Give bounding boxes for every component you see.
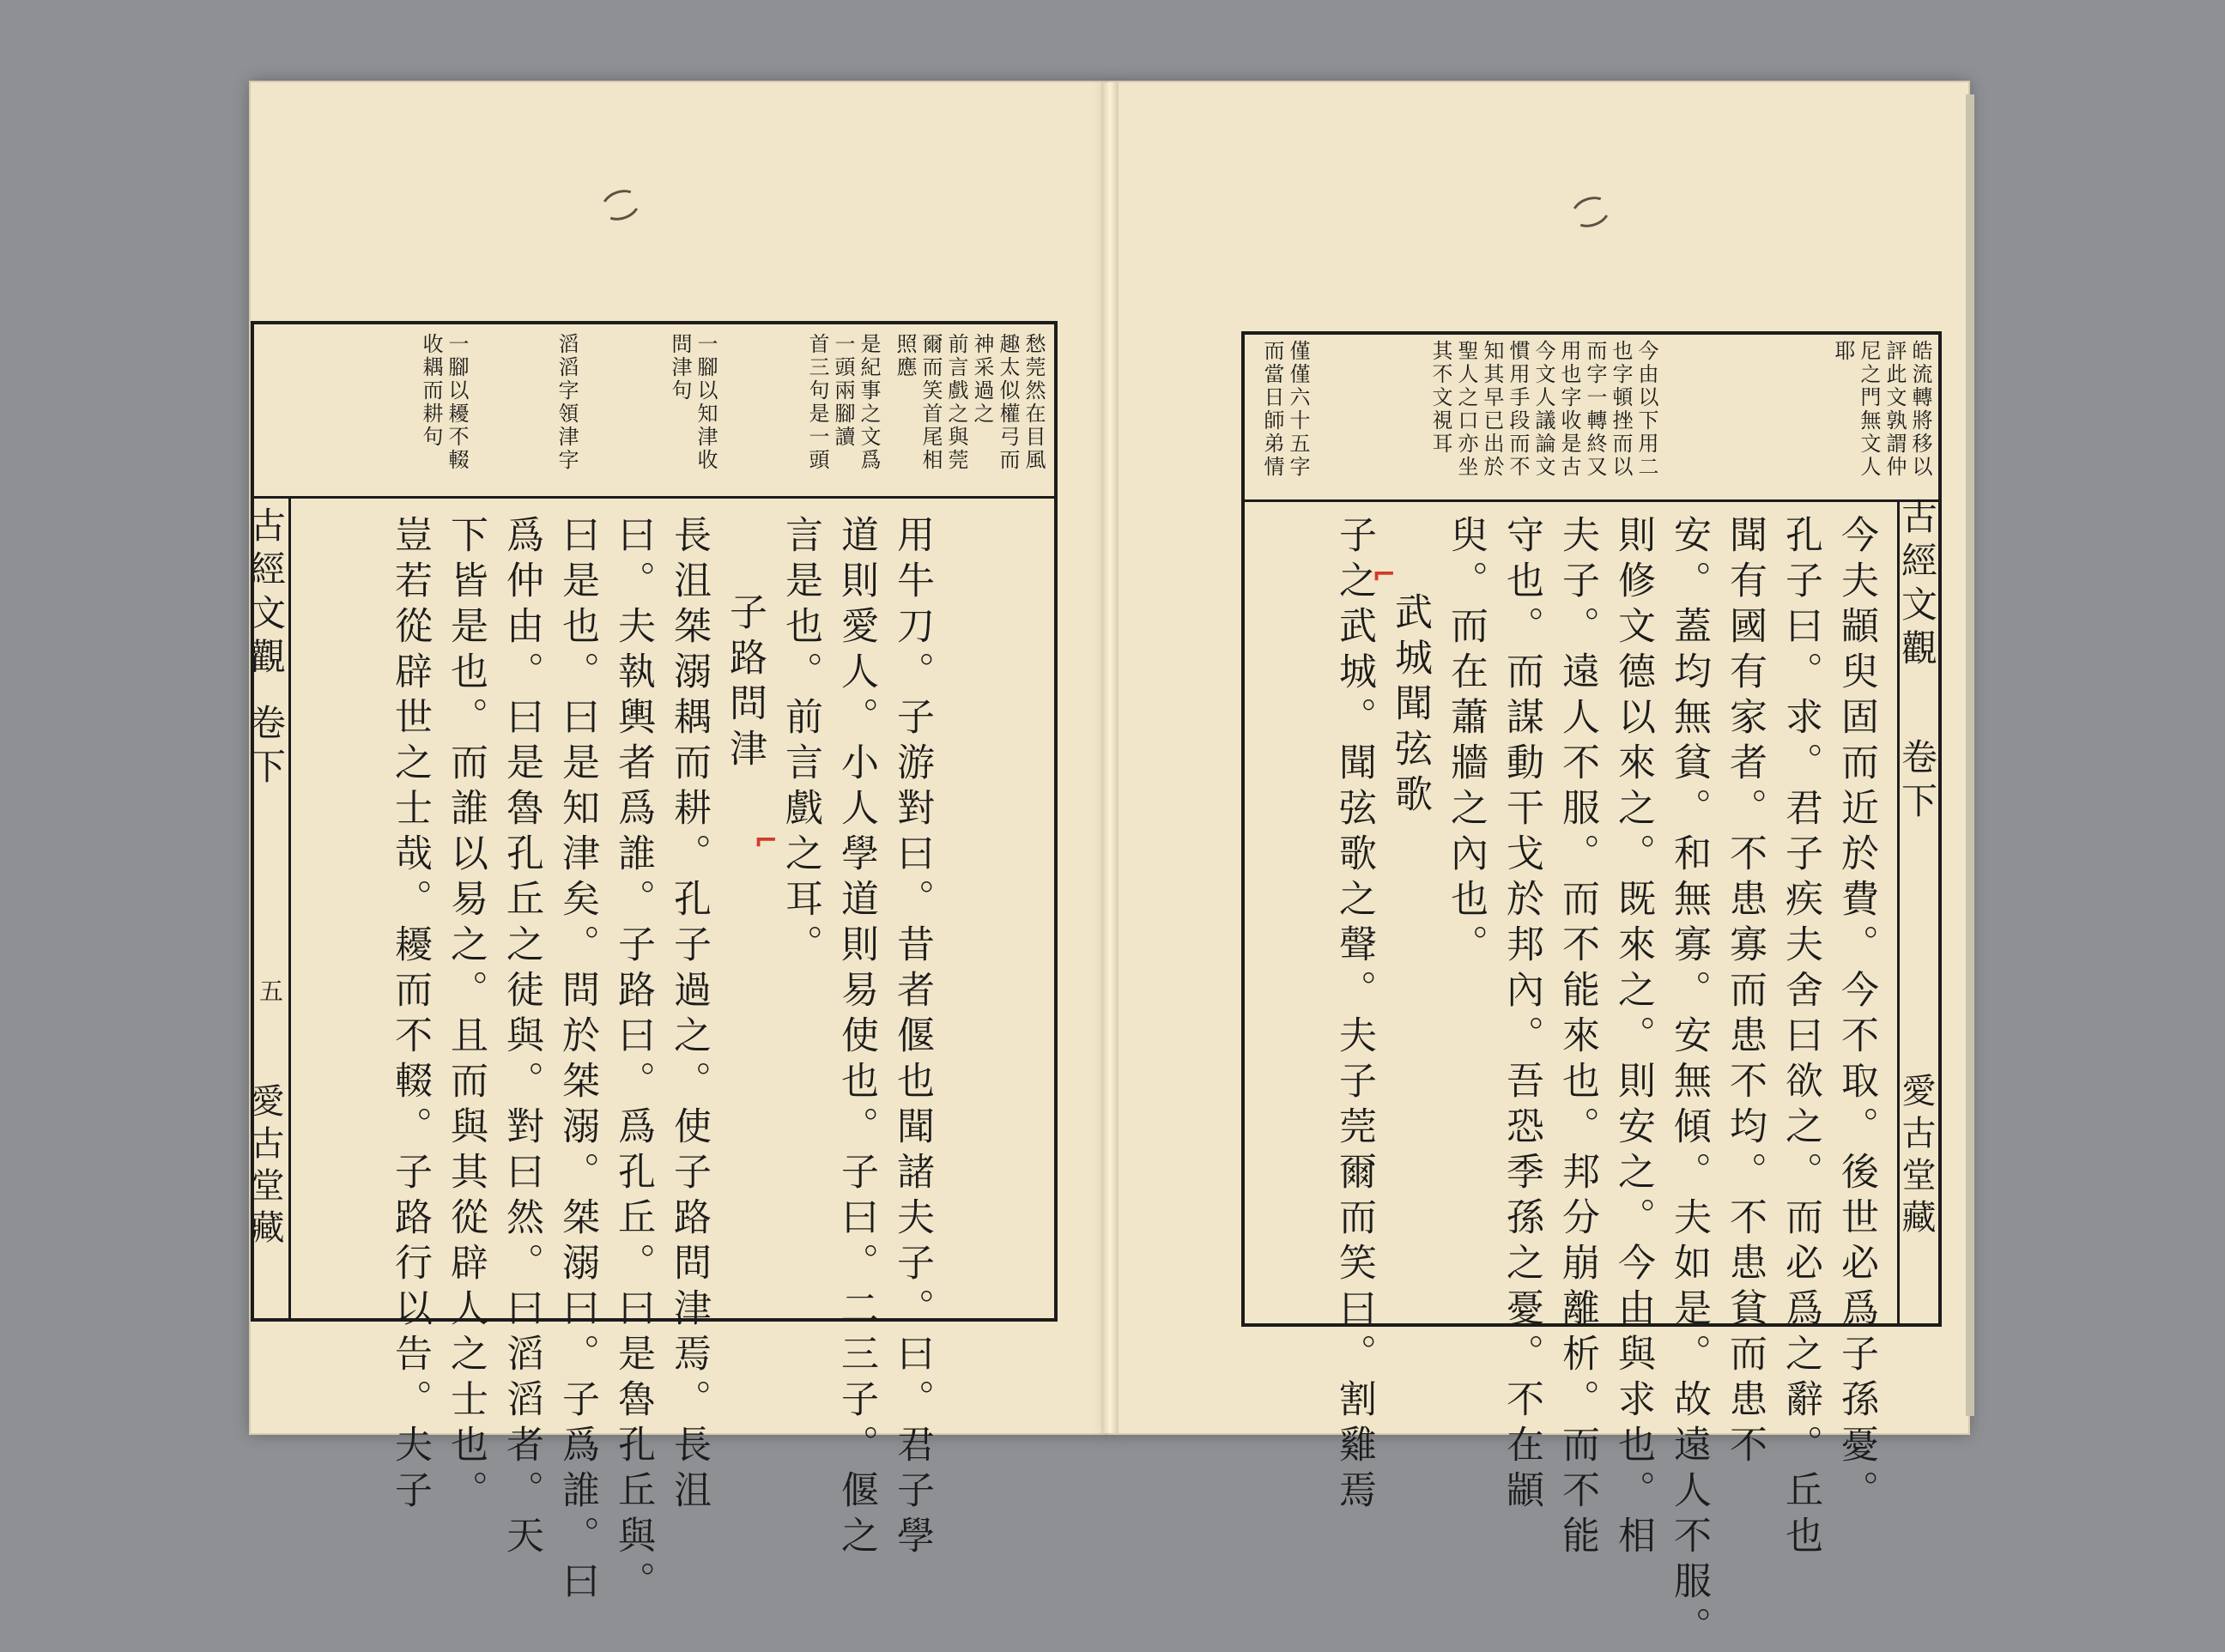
note-column: 而當日師弟情 — [1260, 340, 1284, 479]
note-column: 爾而笑首尾相 — [918, 333, 943, 472]
margin-title: 古經文觀 — [245, 506, 287, 681]
note-column: 滔滔字領津字 — [555, 333, 579, 472]
note-column: 今由以下用二 — [1634, 340, 1658, 479]
text-column: 道則愛人。小人學道則易使也。子曰。二三子。偃之 — [834, 515, 878, 1561]
text-column: 曰。夫執輿者爲誰。子路曰。爲孔丘。曰是魯孔丘與。 — [611, 515, 655, 1607]
section-heading: 武城聞弦歌 — [1388, 592, 1432, 820]
note-column: 神采過之 — [970, 333, 994, 426]
text-column: 下皆是也。而誰以易之。且而與其從辟人之士也。 — [444, 515, 488, 1516]
note-column: 用也字收是古 — [1557, 340, 1581, 479]
text-column: 言是也。前言戲之耳。 — [779, 515, 822, 970]
note-column: 耶 — [1831, 340, 1855, 363]
book-gutter — [1101, 82, 1119, 1433]
text-column: 今夫顓臾固而近於費。今不取。後世必爲子孫憂。 — [1834, 515, 1878, 1516]
publisher-mark: 愛古堂藏 — [245, 1083, 284, 1251]
note-column: 僅僅六十五字 — [1286, 340, 1310, 479]
note-column: 前言戲之與莞 — [944, 333, 968, 472]
note-column: 一腳以耰不輟 — [445, 333, 469, 472]
text-column: 夫子。遠人不服。而不能來也。邦分崩離析。而不能 — [1555, 515, 1599, 1561]
red-punctuation-mark: ⌐ — [754, 824, 779, 858]
note-column: 聖人之口亦坐 — [1454, 340, 1478, 479]
margin-title: 古經文觀 — [1896, 498, 1938, 673]
page-number: 五 — [256, 978, 284, 1005]
text-column: 用牛刀。子游對曰。昔者偃也聞諸夫子。曰。君子學 — [890, 515, 934, 1561]
note-column: 評此文孰謂仲 — [1882, 340, 1907, 479]
text-column: 孔子曰。求。君子疾夫舍曰欲之。而必爲之辭。丘也 — [1779, 515, 1822, 1561]
page-edge — [1966, 94, 1974, 1416]
note-column: 趣太似權弓而 — [996, 333, 1020, 472]
margin-volume: 卷下 — [1896, 738, 1938, 826]
note-column: 收耦而耕句 — [419, 333, 443, 449]
note-column: 今文人議論文 — [1531, 340, 1555, 479]
note-column: 其不文視耳 — [1428, 340, 1452, 456]
note-column: 知其早已出於 — [1480, 340, 1504, 479]
text-column: 安。蓋均無貧。和無寡。安無傾。夫如是。故遠人不服。 — [1667, 515, 1711, 1652]
text-column: 爲仲由。曰是魯孔丘之徒與。對曰然。曰滔滔者。天 — [500, 515, 543, 1561]
text-column: 聞有國有家者。不患寡而患不均。不患貧而患不 — [1723, 515, 1767, 1470]
section-heading: 子路問津 — [723, 592, 767, 774]
text-column: 豈若從辟世之士哉。耰而不輟。子路行以告。夫子 — [388, 515, 432, 1516]
note-column: 問津句 — [668, 333, 692, 402]
text-column: 長沮桀溺耦而耕。孔子過之。使子路問津焉。長沮 — [667, 515, 711, 1516]
note-column: 是紀事之文爲 — [857, 333, 881, 472]
text-column: 臾。而在蕭牆之內也。 — [1444, 515, 1488, 970]
text-column: 子之武城。聞弦歌之聲。夫子莞爾而笑曰。割雞焉 — [1332, 515, 1376, 1516]
text-column: 曰是也。曰是知津矣。問於桀溺。桀溺曰。子爲誰。曰 — [555, 515, 599, 1607]
note-column: 皓流轉將移以 — [1908, 340, 1932, 479]
note-column: 首三句是一頭 — [805, 333, 829, 472]
note-column: 一腳以知津收 — [694, 333, 718, 472]
publisher-mark: 愛古堂藏 — [1896, 1073, 1936, 1241]
text-column: 則修文德以來之。既來之。則安之。今由與求也。相 — [1611, 515, 1655, 1561]
note-column: 愁莞然在目風 — [1022, 333, 1046, 472]
note-divider — [251, 496, 1058, 499]
note-column: 也字頓挫而以 — [1609, 340, 1633, 479]
note-column: 而字一轉終又 — [1583, 340, 1607, 479]
margin-volume: 卷下 — [245, 704, 287, 791]
note-column: 慣用手段而不 — [1506, 340, 1530, 479]
note-column: 一頭兩腳讀 — [831, 333, 855, 449]
note-column: 尼之門無文人 — [1857, 340, 1881, 479]
margin-rule — [288, 498, 291, 1322]
note-divider — [1241, 499, 1942, 502]
red-punctuation-mark: ⌐ — [1372, 558, 1397, 592]
note-column: 照應 — [893, 333, 917, 379]
text-column: 守也。而謀動干戈於邦內。吾恐季孫之憂。不在顓 — [1500, 515, 1543, 1516]
